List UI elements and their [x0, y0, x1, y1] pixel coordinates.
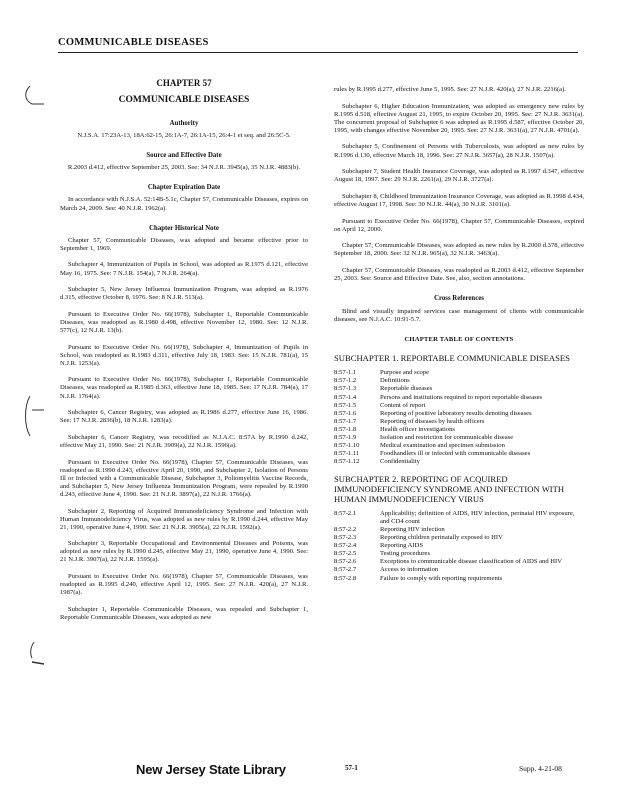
history-paragraph: Subchapter 4, Immunization of Pupils in School, was adopted as R.1975 d.121, effective May 16, 1975. See: 7 N.J.R. 154(a), 7 N.J.R. 264(a). [60, 261, 308, 277]
history-paragraph: Subchapter 3, Reportable Occupational and Environmental Diseases and Poisons, was adopted as new rules by R.1990 d.245, effective May 21, 1990, operative June 4, 1990. See: 21 N.J.R. 3907(a), 22 N.J.R. 1595(a). [60, 540, 308, 564]
toc-section-number: 8:57-2.8 [334, 574, 357, 582]
toc-section-number: 8:57-1.6 [334, 409, 357, 417]
toc-section-number: 8:57-1.10 [334, 442, 360, 450]
toc-entry [334, 510, 584, 526]
margin-mark-icon [24, 640, 50, 670]
toc-section-title: Reporting AIDS [380, 542, 424, 550]
history-paragraph: Pursuant to Executive Order No. 66(1978), Subchapter 1, Reportable Communicable Diseases, was readopted as R.1980 d.498, effective November 12, 1980. See: 12 N.J.R. 577(c), 12 N.J.R. 13(b). [60, 310, 308, 334]
toc-entry [334, 575, 584, 583]
toc-entry [334, 434, 584, 442]
margin-bracket-icon [20, 392, 48, 442]
toc-entry [334, 377, 584, 385]
left-column [60, 78, 308, 631]
subchapter-1-title: REPORTABLE COMMUNICABLE DISEASES [400, 353, 570, 364]
toc-section-title: Applicability; definition of AIDS, HIV infection, perinatal HIV exposure, and CD4 count [380, 509, 575, 525]
margin-mark-icon [22, 84, 50, 108]
toc-section-title: Persons and institutions required to report reportable diseases [380, 393, 543, 401]
toc-entry [334, 394, 584, 402]
toc-section-number: 8:57-2.5 [334, 550, 357, 558]
toc-section-number: 8:57-2.7 [334, 566, 357, 574]
history-paragraph: Subchapter 7, Student Health Insurance Coverage, was adopted as R.1997 d.347, effective August 18, 1997. See: 29 N.J.R. 2261(a), 29 N.J.R. 3727(a). [334, 168, 584, 184]
subchapter-1-label: SUBCHAPTER 1. [334, 353, 399, 364]
toc-section-title: Exceptions to communicable disease classification of AIDS and HIV [380, 558, 563, 566]
toc-entry [334, 526, 584, 534]
authority-text: N.J.S.A. 17:23A-13, 18A:62-15, 26:1A-7, 26:1A-15, 26:4-1 et seq. and 26:5C-5. [77, 132, 291, 140]
toc-section-title: Failure to comply with reporting requirements [380, 574, 503, 582]
toc-section-number: 8:57-2.1 [334, 509, 357, 517]
toc-section-title: Definitions [380, 377, 410, 385]
history-paragraph: Chapter 57, Communicable Diseases, was adopted as new rules by R.2000 d.378, effective September 18, 2000. See: 32 N.J.R. 965(a), 32 N.J.R. 3463(a). [334, 242, 584, 258]
subchapter-2-toc [334, 510, 584, 583]
toc-section-title: Reporting children perinatally exposed to HIV [380, 534, 503, 542]
toc-section-title: Foodhandlers ill or infected with communicable diseases [380, 450, 531, 458]
expiration-heading: Chapter Expiration Date [147, 184, 221, 192]
toc-section-title: Content of report [380, 401, 426, 409]
subchapter-2-title: REPORTING OF ACQUIRED IMMUNODEFICIENCY SYNDROME AND INFECTION WITH HUMAN IMMUNODEFICIENCY VIRUS [334, 474, 565, 504]
running-head: COMMUNICABLE DISEASES [58, 37, 209, 48]
history-paragraph: Pursuant to Executive Order No. 66(1978), Chapter 57, Communicable Diseases, was readopted as R.1995 d.240, effective April 12, 1995. See: 27 N.J.R. 420(a), 27 N.J.R. 1987(a). [60, 573, 308, 597]
toc-section-number: 8:57-1.5 [334, 401, 357, 409]
subchapter-1-heading [334, 354, 584, 364]
cross-references-text: Blind and visually impaired services case management of clients with communicable diseases, see N.J.A.C. 10:91-5.7. [334, 308, 584, 324]
toc-entry [334, 385, 584, 393]
history-paragraph: Chapter 57, Communicable Diseases, was readopted as R.2003 d.412, effective September 25, 2003. See: Source and Effective Date. See, also, section annotations. [334, 266, 584, 282]
chapter-number: CHAPTER 57 [156, 78, 212, 88]
source-text: R.2003 d.412, effective September 25, 2003. See: 34 N.J.R. 3945(a), 35 N.J.R. 4883(b). [67, 164, 301, 172]
toc-entry [334, 542, 584, 550]
toc-section-title: Medical examination and specimen submission [380, 442, 505, 450]
history-heading: Chapter Historical Note [149, 224, 219, 232]
history-paragraph: Pursuant to Executive Order No. 66(1978), Chapter 57, Communicable Diseases, expired on April 12, 2000. [334, 217, 584, 233]
toc-section-number: 8:57-1.7 [334, 417, 357, 425]
history-paragraph: Pursuant to Executive Order No. 66(1978), Chapter 57, Communicable Diseases, was readopted as R.1990 d.243, effective April 20, 1990, and Subchapter 2, Isolation of Persons Ill or Infected with a Communicable Disease, Subchapter 3, Poliomyelitis Vaccine Records, and Subchapter 5, New Jersey Influenza Immunization Program, were repealed by R.1990 d.243, effective June 4, 1990. See: 21 N.J.R. 3897(a), 22 N.J.R. 1766(a). [60, 458, 308, 498]
history-paragraph: Subchapter 8, Childhood Immunization Insurance Coverage, was adopted as R.1998 d.434, effective August 17, 1998. See: 30 N.J.R. 44(a), 30 N.J.R. 3101(a). [334, 192, 584, 208]
toc-section-number: 8:57-1.11 [334, 450, 360, 458]
toc-entry [334, 558, 584, 566]
right-column [334, 86, 584, 592]
toc-section-number: 8:57-1.2 [334, 377, 357, 385]
authority-heading: Authority [169, 120, 199, 127]
page-number: 57-1 [345, 764, 358, 772]
toc-section-number: 8:57-2.2 [334, 525, 357, 533]
toc-section-number: 8:57-1.1 [334, 369, 357, 377]
chapter-title: COMMUNICABLE DISEASES [118, 95, 250, 105]
toc-section-number: 8:57-1.8 [334, 425, 357, 433]
toc-entry [334, 442, 584, 450]
toc-section-title: Confidentiality [380, 458, 420, 466]
history-paragraph: Subchapter 5, Confinement of Persons with Tuberculosis, was adopted as new rules by R.1996 d.130, effective March 18, 1996. See: 27 N.J.R. 3657(a), 28 N.J.R. 1507(a). [334, 143, 584, 159]
supplement-date: Supp. 4-21-08 [519, 764, 562, 773]
history-paragraph: Subchapter 1, Reportable Communicable Diseases, was repealed and Subchapter 1, Reportable Communicable Diseases, was adopted as new [60, 605, 308, 621]
toc-entry [334, 550, 584, 558]
toc-section-title: Reportable diseases [380, 385, 433, 393]
toc-section-number: 8:57-2.6 [334, 558, 357, 566]
toc-section-title: Isolation and restriction for communicable disease [380, 434, 514, 442]
toc-section-number: 8:57-2.4 [334, 542, 357, 550]
cross-references-heading: Cross References [434, 295, 484, 303]
toc-entry [334, 566, 584, 574]
history-paragraph: Chapter 57, Communicable Diseases, was adopted and became effective prior to September 1, 1969. [60, 236, 308, 252]
history-paragraph: Subchapter 6, Cancer Registry, was recodified as N.J.A.C. 8:57A by R.1990 d.242, effective May 21, 1990. See: 21 N.J.R. 3909(a), 22 N.J.R. 1596(a). [60, 433, 308, 449]
toc-section-title: Reporting of positive laboratory results denoting diseases [380, 409, 532, 417]
toc-entry [334, 450, 584, 458]
toc-entry [334, 369, 584, 377]
toc-section-title: Reporting HIV infection [380, 525, 445, 533]
toc-section-title: Health officer investigations [380, 425, 455, 433]
subchapter-2-label: SUBCHAPTER 2. [334, 474, 399, 485]
subchapter-2-heading [334, 475, 584, 504]
library-stamp: New Jersey State Library [136, 762, 286, 777]
source-heading: Source and Effective Date [146, 152, 222, 160]
toc-entry [334, 410, 584, 418]
toc-section-number: 8:57-1.12 [334, 458, 360, 466]
toc-entry [334, 534, 584, 542]
toc-section-title: Testing procedures [380, 550, 430, 558]
history-paragraph: Pursuant to Executive Order No. 66(1978), Subchapter 4, Immunization of Pupils in School, was readopted as R.1983 d.311, effective July 18, 1983. See: 15 N.J.R. 781(a), 15 N.J.R. 1253(a). [60, 343, 308, 367]
toc-heading: CHAPTER TABLE OF CONTENTS [404, 336, 514, 344]
toc-section-number: 8:57-2.3 [334, 534, 357, 542]
history-paragraph: rules by R.1995 d.277, effective June 5, 1995. See: 27 N.J.R. 420(a), 27 N.J.R. 2216(a). [334, 86, 566, 93]
toc-section-title: Access to information [380, 566, 439, 574]
toc-section-number: 8:57-1.4 [334, 393, 357, 401]
toc-entry [334, 418, 584, 426]
history-paragraph: Subchapter 6, Higher Education Immunization, was adopted as emergency new rules by R.1995 d.518, effective August 21, 1995, to expire October 20, 1995. See: 27 N.J.R. 3631(a). The concurrent proposal of Subchapter 6 was adopted as R.1995 d.587, effective October 20, 1995, with changes effective November 20, 1995. See: 27 N.J.R. 3631(a), 27 N.J.R. 4701(a). [334, 102, 584, 134]
toc-section-number: 8:57-1.9 [334, 434, 357, 442]
subchapter-1-toc [334, 369, 584, 466]
toc-entry [334, 458, 584, 466]
toc-section-number: 8:57-1.3 [334, 385, 357, 393]
history-paragraph: Pursuant to Executive Order No. 66(1978), Subchapter 1, Reportable Communicable Diseases, was readopted as R.1985 d.363, effective June 18, 1985. See: 17 N.J.R. 784(a), 17 N.J.R. 1764(a). [60, 376, 308, 400]
toc-section-title: Purpose and scope [380, 369, 430, 377]
history-paragraph: Subchapter 5, New Jersey Influenza Immunization Program, was adopted as R.1976 d.315, effective October 8, 1976. See: 8 N.J.R. 513(a). [60, 286, 308, 302]
history-paragraph: Subchapter 2, Reporting of Acquired Immunodeficiency Syndrome and Infection with Human Immunodeficiency Virus, was adopted as new rules by R.1990 d.244, effective May 21, 1990, operative June 4, 1990. See: 21 N.J.R. 3905(a), 22 N.J.R. 1592(a). [60, 507, 308, 531]
toc-entry [334, 426, 584, 434]
toc-section-title: Reporting of diseases by health officers [380, 417, 485, 425]
history-paragraph: Subchapter 6, Cancer Registry, was adopted as R.1986 d.277, effective June 16, 1986. See: 17 N.J.R. 2836(b), 18 N.J.R. 1283(a). [60, 409, 308, 425]
header-rule [58, 52, 578, 53]
toc-entry [334, 402, 584, 410]
expiration-text: In accordance with N.J.S.A. 52:14B-5.1c, Chapter 57, Communicable Diseases, expires on March 24, 2009. See: 40 N.J.R. 1962(a). [60, 196, 308, 212]
